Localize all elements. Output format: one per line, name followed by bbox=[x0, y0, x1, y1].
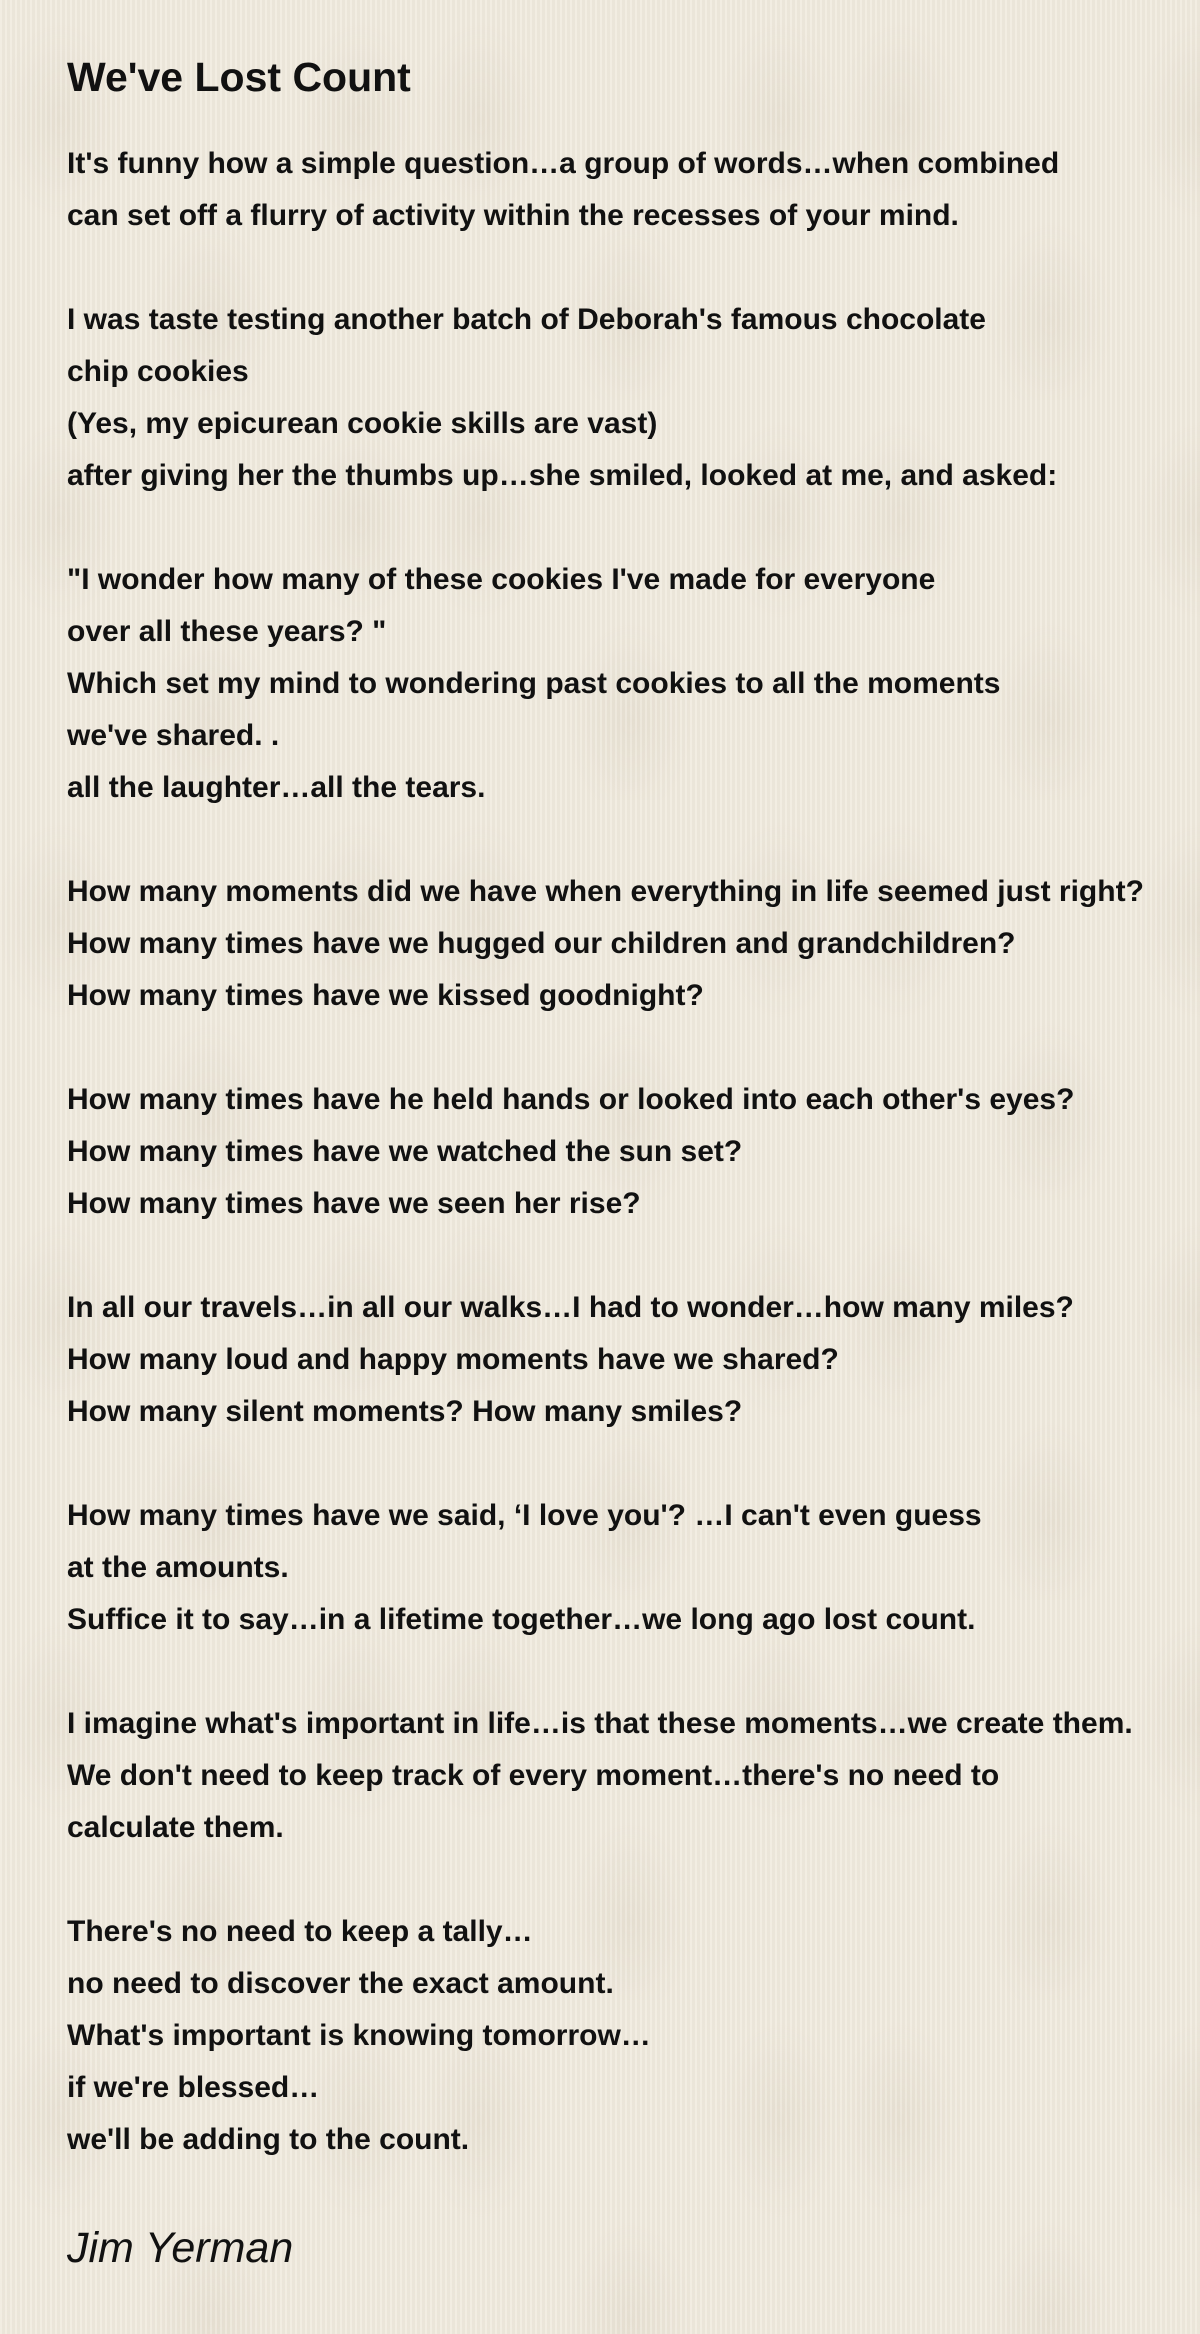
poem-line: How many times have we kissed goodnight? bbox=[67, 979, 704, 1012]
poem-line: I imagine what's important in life…is that these moments…we create them. bbox=[67, 1707, 1133, 1740]
poem-line: What's important is knowing tomorrow… bbox=[67, 2019, 651, 2052]
poem-line: "I wonder how many of these cookies I've made for everyone bbox=[67, 563, 936, 596]
poem-line: How many silent moments? How many smiles? bbox=[67, 1395, 743, 1428]
stanza bbox=[67, 1698, 1200, 1854]
poem-line: It's funny how a simple question…a group of words…when combined bbox=[67, 147, 1060, 180]
poem-line: I was taste testing another batch of Deborah's famous chocolate bbox=[67, 303, 986, 336]
poem-title: We've Lost Count bbox=[67, 54, 411, 100]
poem-line: (Yes, my epicurean cookie skills are vast) bbox=[67, 407, 658, 440]
stanza bbox=[67, 138, 1200, 242]
poem-line: we'll be adding to the count. bbox=[67, 2123, 470, 2156]
poem-line: How many loud and happy moments have we shared? bbox=[67, 1343, 839, 1376]
poem-line: we've shared. . bbox=[67, 719, 280, 752]
poem-line: all the laughter…all the tears. bbox=[67, 771, 486, 804]
author-signature: Jim Yerman bbox=[67, 2224, 294, 2272]
poem-line: Suffice it to say…in a lifetime together…we long ago lost count. bbox=[67, 1603, 976, 1636]
poem-line: How many times have we seen her rise? bbox=[67, 1187, 641, 1220]
stanza bbox=[67, 1074, 1200, 1230]
poem-line: over all these years? " bbox=[67, 615, 387, 648]
poem-line: How many times have we watched the sun set? bbox=[67, 1135, 743, 1168]
stanza bbox=[67, 294, 1200, 502]
poem-line: How many moments did we have when everything in life seemed just right? bbox=[67, 875, 1144, 908]
stanza bbox=[67, 1282, 1200, 1438]
poem-line: calculate them. bbox=[67, 1811, 284, 1844]
poem-line: In all our travels…in all our walks…I had to wonder…how many miles? bbox=[67, 1291, 1074, 1324]
poem-line: We don't need to keep track of every moment…there's no need to bbox=[67, 1759, 1000, 1792]
poem-line: How many times have we hugged our children and grandchildren? bbox=[67, 927, 1016, 960]
stanza bbox=[67, 1490, 1200, 1646]
poem-line: How many times have he held hands or looked into each other's eyes? bbox=[67, 1083, 1075, 1116]
poem-line: after giving her the thumbs up…she smiled, looked at me, and asked: bbox=[67, 459, 1058, 492]
poem-body bbox=[67, 138, 1200, 2166]
stanza bbox=[67, 1906, 1200, 2166]
poem-page bbox=[67, 40, 1200, 2278]
stanza bbox=[67, 554, 1200, 814]
stanza bbox=[67, 866, 1200, 1022]
poem-line: if we're blessed… bbox=[67, 2071, 320, 2104]
poem-line: chip cookies bbox=[67, 355, 249, 388]
poem-line: Which set my mind to wondering past cookies to all the moments bbox=[67, 667, 1001, 700]
poem-line: at the amounts. bbox=[67, 1551, 289, 1584]
poem-line: How many times have we said, ‘I love you'? …I can't even guess bbox=[67, 1499, 982, 1532]
poem-line: can set off a flurry of activity within the recesses of your mind. bbox=[67, 199, 959, 232]
poem-line: There's no need to keep a tally… bbox=[67, 1915, 533, 1948]
poem-line: no need to discover the exact amount. bbox=[67, 1967, 614, 2000]
